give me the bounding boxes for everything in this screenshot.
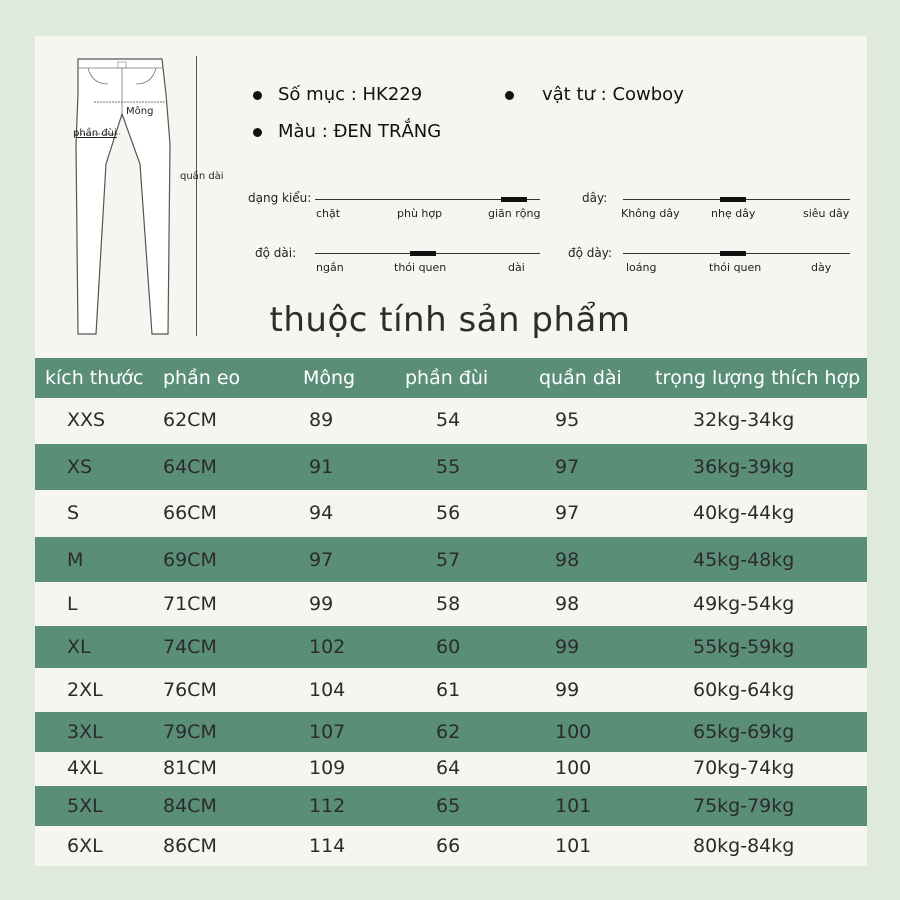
stretch-scale-marker xyxy=(720,197,746,202)
thigh-cell: 60 xyxy=(436,636,461,658)
table-header-cell: kích thước xyxy=(45,367,144,389)
waist-cell: 86CM xyxy=(163,835,217,857)
table-header-cell: quần dài xyxy=(539,367,622,389)
waist-cell: 64CM xyxy=(163,456,217,478)
waist-cell: 74CM xyxy=(163,636,217,658)
size-cell: 5XL xyxy=(67,795,103,817)
length-label: quần dài xyxy=(180,171,224,182)
thigh-cell: 57 xyxy=(436,548,461,571)
thigh-cell: 58 xyxy=(436,593,461,615)
item-number-label: Số mục xyxy=(278,84,345,105)
hip-cell: 97 xyxy=(309,548,334,571)
pants-outline-icon xyxy=(70,54,180,339)
length-scale-tick: thói quen xyxy=(394,261,447,274)
hip-cell: 104 xyxy=(309,679,346,701)
thickness-scale-tick: thói quen xyxy=(709,261,762,274)
stretch-scale-tick: nhẹ dây xyxy=(711,207,756,220)
style-scale-label: dạng kiểu: xyxy=(248,191,312,205)
hip-label: Mông xyxy=(126,106,154,117)
color-label: Màu xyxy=(278,121,316,142)
length-scale-tick: ngắn xyxy=(316,261,344,274)
table-row xyxy=(35,826,867,866)
length-indicator-line xyxy=(196,56,197,336)
size-cell: XXS xyxy=(67,409,106,431)
size-cell: 4XL xyxy=(67,757,103,779)
table-header-cell: trọng lượng thích hợp xyxy=(655,367,861,389)
stretch-scale-label: dây: xyxy=(582,191,608,205)
color-value: ĐEN TRẮNG xyxy=(333,121,442,142)
weight-cell: 49kg-54kg xyxy=(693,593,795,615)
waist-cell: 71CM xyxy=(163,593,217,615)
thickness-scale-marker xyxy=(720,251,746,256)
thigh-cell: 66 xyxy=(436,835,461,857)
table-header-cell: phần eo xyxy=(163,367,241,389)
material-label: vật tư xyxy=(542,84,595,105)
thickness-scale-tick: loáng xyxy=(626,261,657,274)
length-cell: 98 xyxy=(555,593,580,615)
table-row xyxy=(35,398,867,442)
stretch-scale-tick: siêu dây xyxy=(803,207,850,220)
thigh-cell: 65 xyxy=(436,795,461,817)
table-row xyxy=(35,752,867,784)
item-number-value: HK229 xyxy=(362,84,423,105)
length-cell: 100 xyxy=(555,721,592,743)
table-row xyxy=(35,490,867,536)
size-cell: 6XL xyxy=(67,835,103,857)
size-cell: M xyxy=(67,548,84,571)
waist-cell: 69CM xyxy=(163,548,217,571)
length-cell: 98 xyxy=(555,548,580,571)
weight-cell: 65kg-69kg xyxy=(693,721,795,743)
hip-cell: 91 xyxy=(309,456,334,478)
hip-cell: 107 xyxy=(309,721,346,743)
table-row xyxy=(35,668,867,712)
weight-cell: 40kg-44kg xyxy=(693,502,795,524)
size-cell: L xyxy=(67,593,78,615)
thickness-scale-label: độ dày: xyxy=(568,246,613,260)
thickness-scale-tick: dày xyxy=(811,261,832,274)
weight-cell: 80kg-84kg xyxy=(693,835,795,857)
hip-cell: 109 xyxy=(309,757,346,779)
hip-cell: 89 xyxy=(309,409,334,431)
bullet-icon xyxy=(253,91,262,100)
length-scale-marker xyxy=(410,251,436,256)
weight-cell: 70kg-74kg xyxy=(693,757,795,779)
style-scale-tick: chặt xyxy=(316,207,341,220)
weight-cell: 60kg-64kg xyxy=(693,679,795,701)
length-scale-tick: dài xyxy=(508,261,525,274)
thigh-cell: 55 xyxy=(436,456,461,478)
waist-cell: 62CM xyxy=(163,409,217,431)
bullet-icon xyxy=(253,128,262,137)
style-scale-tick: phù hợp xyxy=(397,207,443,220)
size-cell: XS xyxy=(67,456,93,478)
weight-cell: 45kg-48kg xyxy=(693,548,795,571)
length-scale-label: độ dài: xyxy=(255,246,297,260)
length-cell: 97 xyxy=(555,502,580,524)
thigh-cell: 56 xyxy=(436,502,461,524)
length-cell: 95 xyxy=(555,409,580,431)
length-cell: 101 xyxy=(555,795,592,817)
table-header-cell: Mông xyxy=(303,367,356,389)
length-cell: 99 xyxy=(555,636,580,658)
table-row xyxy=(35,786,867,826)
length-cell: 99 xyxy=(555,679,580,701)
material: vật tư : Cowboy xyxy=(542,84,684,105)
bullet-icon xyxy=(505,91,514,100)
waist-cell: 79CM xyxy=(163,721,217,743)
stretch-scale-tick: Không dây xyxy=(621,207,680,220)
size-cell: S xyxy=(67,502,80,524)
waist-cell: 66CM xyxy=(163,502,217,524)
hip-cell: 99 xyxy=(309,593,334,615)
thigh-label: phần đùi xyxy=(73,128,117,139)
thigh-cell: 54 xyxy=(436,409,461,431)
hip-cell: 114 xyxy=(309,835,346,857)
item-number: Số mục : HK229 xyxy=(278,84,423,105)
thigh-cell: 64 xyxy=(436,757,461,779)
color: Màu : ĐEN TRẮNG xyxy=(278,121,442,142)
hip-cell: 102 xyxy=(309,636,346,658)
style-scale-marker xyxy=(501,197,527,202)
style-scale-tick: giãn rộng xyxy=(488,207,541,220)
size-cell: 3XL xyxy=(67,721,103,743)
thigh-cell: 62 xyxy=(436,721,461,743)
table-header-row xyxy=(35,358,867,398)
waist-cell: 84CM xyxy=(163,795,217,817)
size-cell: XL xyxy=(67,636,91,658)
table-header-cell: phần đùi xyxy=(405,367,489,389)
waist-cell: 76CM xyxy=(163,679,217,701)
length-cell: 97 xyxy=(555,456,580,478)
weight-cell: 55kg-59kg xyxy=(693,636,795,658)
page-title: thuộc tính sản phẩm xyxy=(269,300,631,340)
waist-cell: 81CM xyxy=(163,757,217,779)
table-row xyxy=(35,444,867,490)
table-row xyxy=(35,537,867,582)
material-value: Cowboy xyxy=(612,84,684,105)
table-row xyxy=(35,582,867,626)
length-cell: 100 xyxy=(555,757,592,779)
table-row xyxy=(35,626,867,668)
weight-cell: 32kg-34kg xyxy=(693,409,795,431)
weight-cell: 36kg-39kg xyxy=(693,456,795,478)
table-row xyxy=(35,712,867,752)
hip-cell: 112 xyxy=(309,795,346,817)
hip-cell: 94 xyxy=(309,502,334,524)
length-cell: 101 xyxy=(555,835,592,857)
size-cell: 2XL xyxy=(67,679,103,701)
thigh-cell: 61 xyxy=(436,679,461,701)
weight-cell: 75kg-79kg xyxy=(693,795,795,817)
pants-diagram xyxy=(70,54,180,339)
